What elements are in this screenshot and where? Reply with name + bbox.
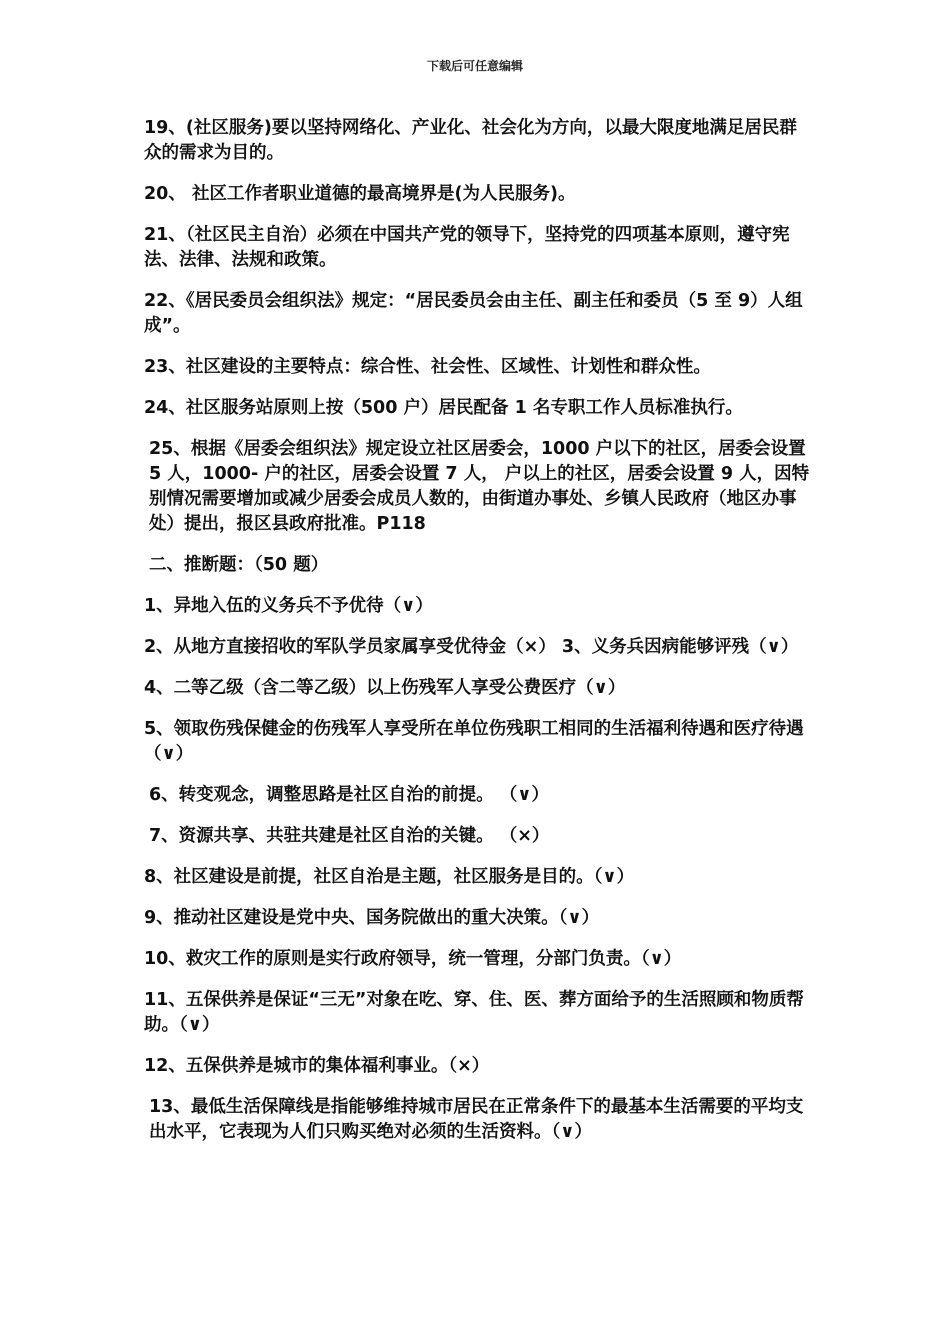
- judgment-13: 13、最低生活保障线是指能够维持城市居民在正常条件下的最基本生活需要的平均支出水平，它表现为人们只购买绝对必须的生活资料。（∨）: [149, 1097, 804, 1142]
- item-24: 24、社区服务站原则上按（500 户）居民配备 1 名专职工作人员标准执行。: [144, 398, 743, 418]
- judgment-9: 9、推动社区建设是党中央、国务院做出的重大决策。（∨）: [144, 908, 600, 928]
- judgment-8: 8、社区建设是前提，社区自治是主题，社区服务是目的。（∨）: [144, 867, 635, 887]
- item-19: 19、(社区服务)要以坚持网络化、产业化、社会化为方向，以最大限度地满足居民群众的需求为目的。: [144, 118, 797, 163]
- item-25: 25、根据《居委会组织法》规定设立社区居委会，1000 户以下的社区，居委会设置 5 人，1000- 户的社区，居委会设置 7 人， 户以上的社区，居委会设置 9 人，因特别情况需要增加或减少居委会成员人数的，由街道办事处、乡镇人民政府（地区办事处）提出，报区县政府批准。P118: [149, 439, 810, 534]
- judgment-12: 12、五保供养是城市的集体福利事业。（×）: [144, 1056, 490, 1076]
- section-heading: 二、推断题：（50 题）: [149, 555, 329, 575]
- judgment-11: 11、五保供养是保证“三无”对象在吃、穿、住、医、葬方面给予的生活照顾和物质帮助。（∨）: [144, 990, 804, 1035]
- item-22: 22、《居民委员会组织法》规定：“居民委员会由主任、副主任和委员（5 至 9）人组成”。: [144, 291, 803, 336]
- item-20: 20、 社区工作者职业道德的最高境界是(为人民服务)。: [144, 184, 576, 204]
- document-body: [144, 116, 814, 1161]
- judgment-6: 6、转变观念，调整思路是社区自治的前提。 （∨）: [149, 785, 549, 805]
- page-header: 下载后可任意编辑: [426, 59, 523, 73]
- item-23: 23、社区建设的主要特点：综合性、社会性、区域性、计划性和群众性。: [144, 357, 711, 377]
- item-21: 21、（社区民主自治）必须在中国共产党的领导下，坚持党的四项基本原则，遵守宪法、法律、法规和政策。: [144, 225, 790, 270]
- judgment-1: 1、异地入伍的义务兵不予优待（∨）: [144, 596, 433, 616]
- judgment-4: 4、二等乙级（含二等乙级）以上伤残军人享受公费医疗（∨）: [144, 678, 626, 698]
- judgment-2-3: 2、从地方直接招收的军队学员家属享受优待金（×） 3、义务兵因病能够评残（∨）: [144, 637, 799, 657]
- judgment-10: 10、救灾工作的原则是实行政府领导，统一管理，分部门负责。（∨）: [144, 949, 682, 969]
- judgment-5: 5、领取伤残保健金的伤残军人享受所在单位伤残职工相同的生活福利待遇和医疗待遇（∨）: [144, 719, 804, 764]
- judgment-7: 7、资源共享、共驻共建是社区自治的关键。 （×）: [149, 826, 550, 846]
